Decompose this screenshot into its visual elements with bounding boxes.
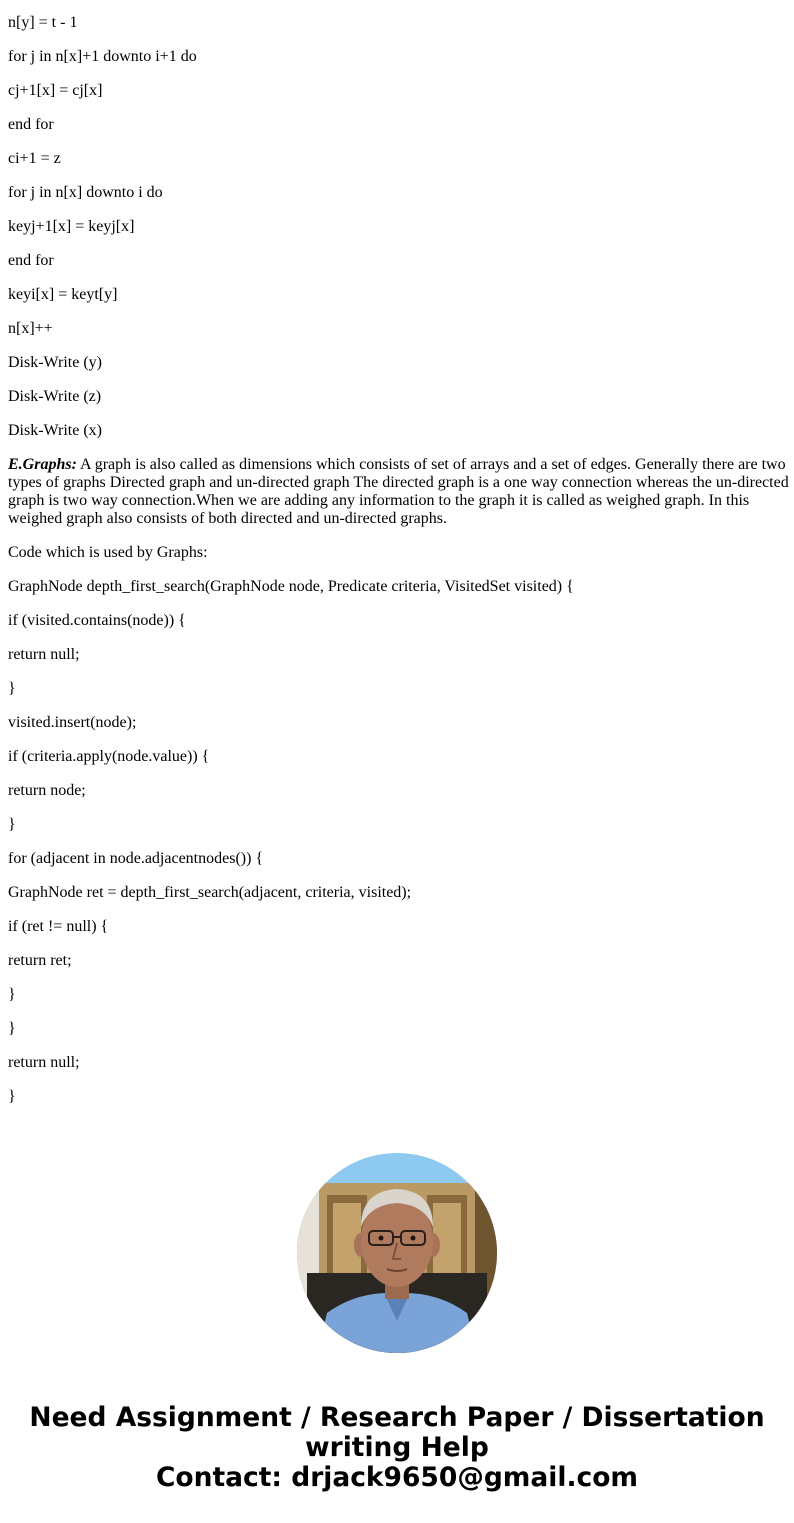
banner-line-1: Need Assignment / Research Paper / Dissertation (29, 1402, 765, 1433)
code-line: return null; (8, 1054, 80, 1071)
code-line: } (8, 816, 16, 833)
person-photo-icon (297, 1153, 497, 1353)
code-line: if (visited.contains(node)) { (8, 612, 186, 629)
code-line: Disk-Write (x) (8, 422, 102, 439)
code-line: n[x]++ (8, 320, 53, 337)
code-intro: Code which is used by Graphs: (8, 544, 208, 561)
code-line: keyi[x] = keyt[y] (8, 286, 118, 303)
contact-email[interactable]: Contact: drjack9650@gmail.com (155, 1462, 639, 1493)
graphs-heading: E.Graphs: (8, 456, 77, 473)
code-line: } (8, 1020, 16, 1037)
code-line: end for (8, 252, 54, 269)
code-line: } (8, 986, 16, 1003)
graphs-paragraph (8, 456, 790, 528)
code-line: for (adjacent in node.adjacentnodes()) { (8, 850, 264, 867)
code-line: Disk-Write (y) (8, 354, 102, 371)
code-line: cj+1[x] = cj[x] (8, 82, 103, 99)
contact-banner (0, 1403, 794, 1493)
code-line: Disk-Write (z) (8, 388, 102, 405)
code-line: } (8, 1088, 16, 1105)
code-line: ci+1 = z (8, 150, 61, 167)
code-line: return ret; (8, 952, 72, 969)
code-line: } (8, 680, 16, 697)
code-line: return node; (8, 782, 86, 799)
code-line: end for (8, 116, 54, 133)
code-line: if (criteria.apply(node.value)) { (8, 748, 210, 765)
code-line: for j in n[x] downto i do (8, 184, 163, 201)
code-line: if (ret != null) { (8, 918, 109, 935)
avatar (297, 1153, 497, 1353)
code-line: visited.insert(node); (8, 714, 137, 731)
code-line: n[y] = t - 1 (8, 14, 78, 31)
code-line: return null; (8, 646, 80, 663)
code-line: GraphNode ret = depth_first_search(adjacent, criteria, visited); (8, 884, 412, 901)
code-line: for j in n[x]+1 downto i+1 do (8, 48, 197, 65)
code-line: GraphNode depth_first_search(GraphNode node, Predicate criteria, VisitedSet visited) { (8, 578, 574, 595)
graphs-body: A graph is also called as dimensions which consists of set of arrays and a set of edges. Generally there are two types of graphs Directed graph and un-directed graph The directed graph is a one way connection whereas the un-directed graph is two way connection.When we are adding any information to the graph it is called as weighed graph. In this weighed graph also consists of both directed and un-directed graphs. (8, 456, 789, 527)
banner-line-2: writing Help (305, 1432, 489, 1463)
code-line: keyj+1[x] = keyj[x] (8, 218, 135, 235)
